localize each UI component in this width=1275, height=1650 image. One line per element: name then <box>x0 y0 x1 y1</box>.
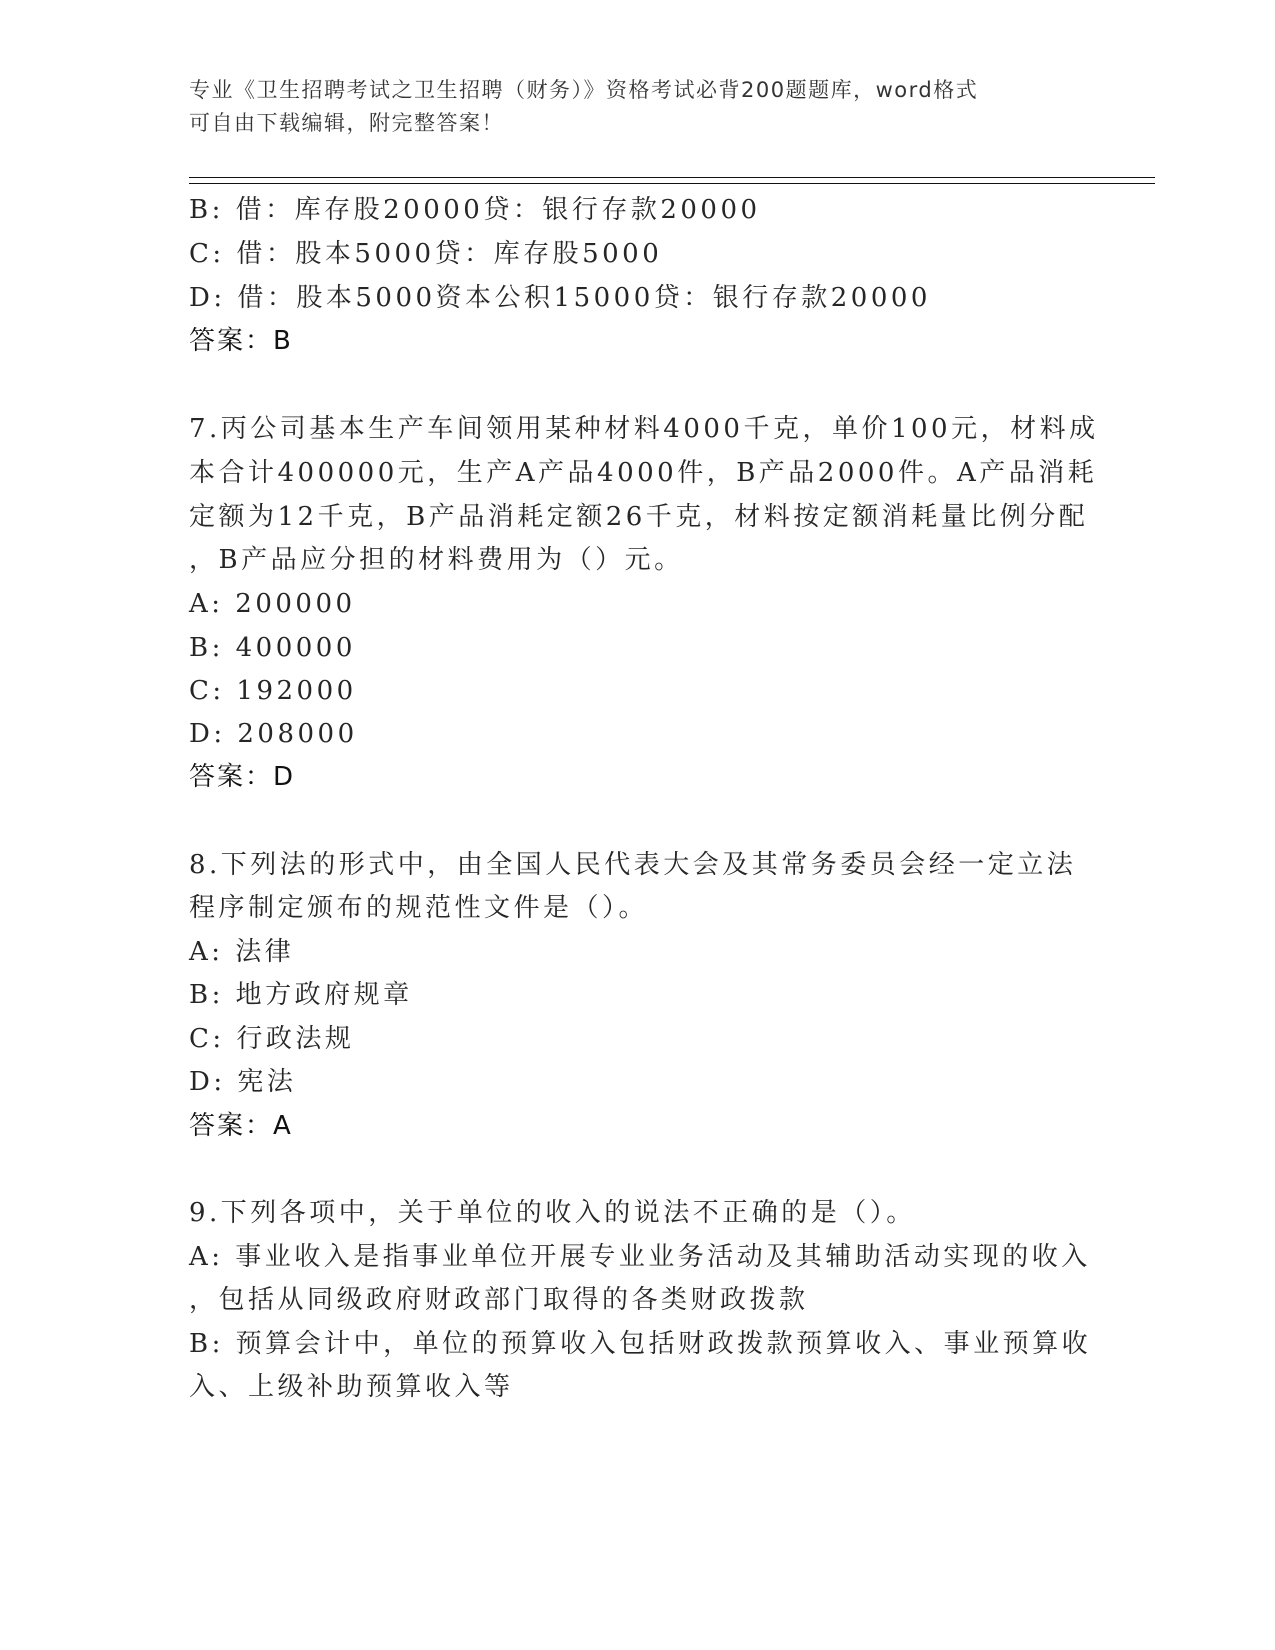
header-divider-bottom <box>189 183 1155 184</box>
q7-option-d: D: 208000 <box>189 719 358 749</box>
q7-stem-line-1: 7.丙公司基本生产车间领用某种材料4000千克，单价100元，材料成 <box>189 414 1099 444</box>
q9-option-b-line-1: B: 预算会计中，单位的预算收入包括财政拨款预算收入、事业预算收 <box>189 1329 1092 1359</box>
q9-stem-line-1: 9.下列各项中，关于单位的收入的说法不正确的是（）。 <box>189 1198 916 1228</box>
q9-option-b-line-2: 入、上级补助预算收入等 <box>189 1372 514 1402</box>
q7-stem-line-3: 定额为12千克，B产品消耗定额26千克，材料按定额消耗量比例分配 <box>189 502 1089 532</box>
q7-stem-line-4: ，B产品应分担的材料费用为（）元。 <box>189 545 684 575</box>
header-divider-top <box>189 177 1155 178</box>
q7-option-c: C: 192000 <box>189 676 357 706</box>
q6-option-d: D: 借：股本5000资本公积15000贷：银行存款20000 <box>189 283 931 313</box>
header-title-line-2: 可自由下载编辑，附完整答案！ <box>189 111 504 135</box>
q9-option-a-line-2: ，包括从同级政府财政部门取得的各类财政拨款 <box>189 1285 809 1315</box>
q8-option-d: D: 宪法 <box>189 1067 297 1097</box>
q6-option-b: B: 借：库存股20000贷：银行存款20000 <box>189 195 761 225</box>
q6-answer: 答案：B <box>189 326 293 356</box>
q8-option-a: A: 法律 <box>189 937 295 967</box>
q8-stem-line-2: 程序制定颁布的规范性文件是（）。 <box>189 893 649 923</box>
q8-answer: 答案：A <box>189 1111 293 1141</box>
q7-option-b: B: 400000 <box>189 633 356 663</box>
q7-option-a: A: 200000 <box>189 589 356 619</box>
q8-stem-line-1: 8.下列法的形式中，由全国人民代表大会及其常务委员会经一定立法 <box>189 850 1077 880</box>
document-header <box>189 74 1089 140</box>
q8-option-b: B: 地方政府规章 <box>189 980 413 1010</box>
header-title-line-1: 专业《卫生招聘考试之卫生招聘（财务）》资格考试必背200题题库，word格式 <box>189 78 979 102</box>
q7-answer: 答案：D <box>189 762 296 792</box>
q9-option-a-line-1: A: 事业收入是指事业单位开展专业业务活动及其辅助活动实现的收入 <box>189 1242 1091 1272</box>
q8-option-c: C: 行政法规 <box>189 1024 355 1054</box>
q7-stem-line-2: 本合计400000元，生产A产品4000件，B产品2000件。A产品消耗 <box>189 458 1098 488</box>
q6-option-c: C: 借：股本5000贷：库存股5000 <box>189 239 663 269</box>
